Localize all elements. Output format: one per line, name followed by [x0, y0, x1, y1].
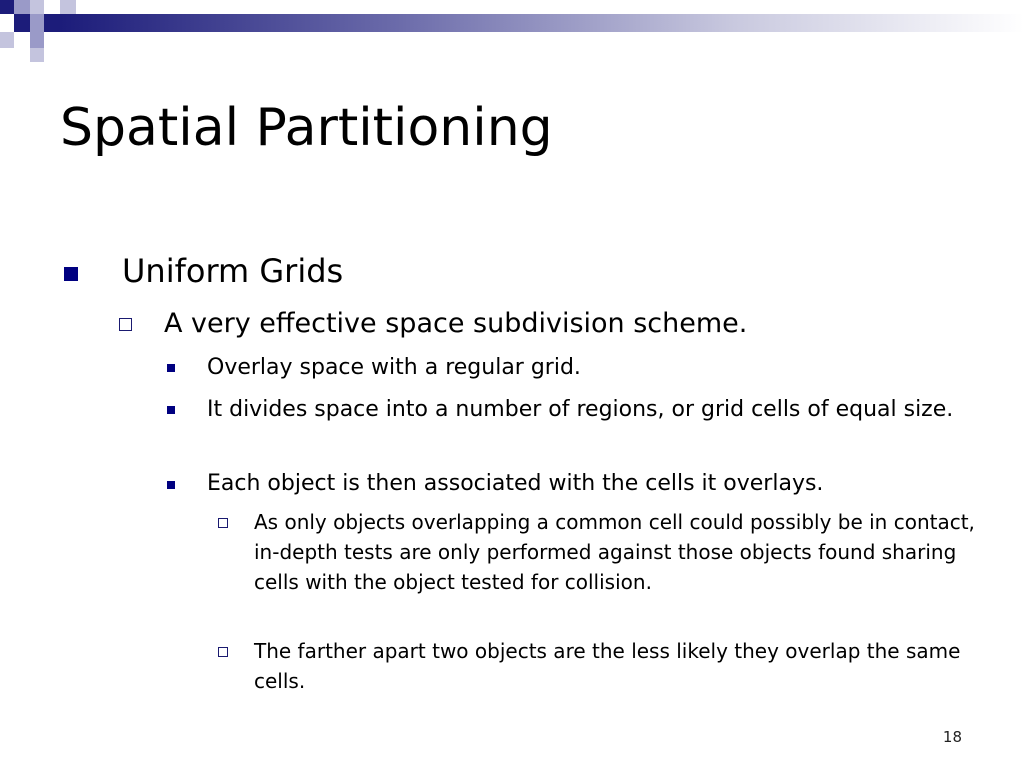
bullet-text-level2: A very effective space subdivision scheme. — [164, 308, 748, 339]
checker-square — [30, 48, 44, 62]
bullet-text-level3: Each object is then associated with the cells it overlays. — [207, 471, 824, 496]
small-filled-square-icon — [167, 364, 175, 372]
checker-square — [30, 32, 44, 48]
checker-square — [30, 0, 44, 14]
bullet-text-level4: As only objects overlapping a common cell could possibly be in contact, in-depth tests are only performed against those objects found sharing cells with the object tested for collision. — [254, 510, 975, 594]
checker-square — [44, 0, 60, 14]
checker-square — [0, 14, 14, 32]
checker-square — [14, 14, 30, 32]
checker-square — [30, 14, 44, 32]
small-hollow-square-icon — [218, 647, 228, 657]
checker-square — [60, 0, 76, 14]
checker-square — [14, 0, 30, 14]
hollow-square-icon — [119, 318, 132, 331]
slide-title: Spatial Partitioning — [60, 98, 553, 158]
checker-square — [14, 32, 30, 48]
bullet-text-level3: It divides space into a number of regions, or grid cells of equal size. — [207, 397, 954, 422]
bullet-text-level3: Overlay space with a regular grid. — [207, 355, 581, 380]
header-decoration — [0, 0, 1024, 64]
slide-number: 18 — [942, 728, 962, 746]
checker-square — [0, 0, 14, 14]
small-hollow-square-icon — [218, 518, 228, 528]
small-filled-square-icon — [167, 481, 175, 489]
checker-square — [44, 14, 60, 32]
small-filled-square-icon — [167, 406, 175, 414]
checker-square — [0, 32, 14, 48]
header-gradient-bar — [60, 14, 1024, 32]
checker-square — [44, 32, 60, 48]
bullet-text-level4: The farther apart two objects are the less likely they overlap the same cells. — [254, 639, 961, 693]
filled-square-icon — [64, 267, 78, 281]
bullet-text-level1: Uniform Grids — [122, 252, 344, 290]
